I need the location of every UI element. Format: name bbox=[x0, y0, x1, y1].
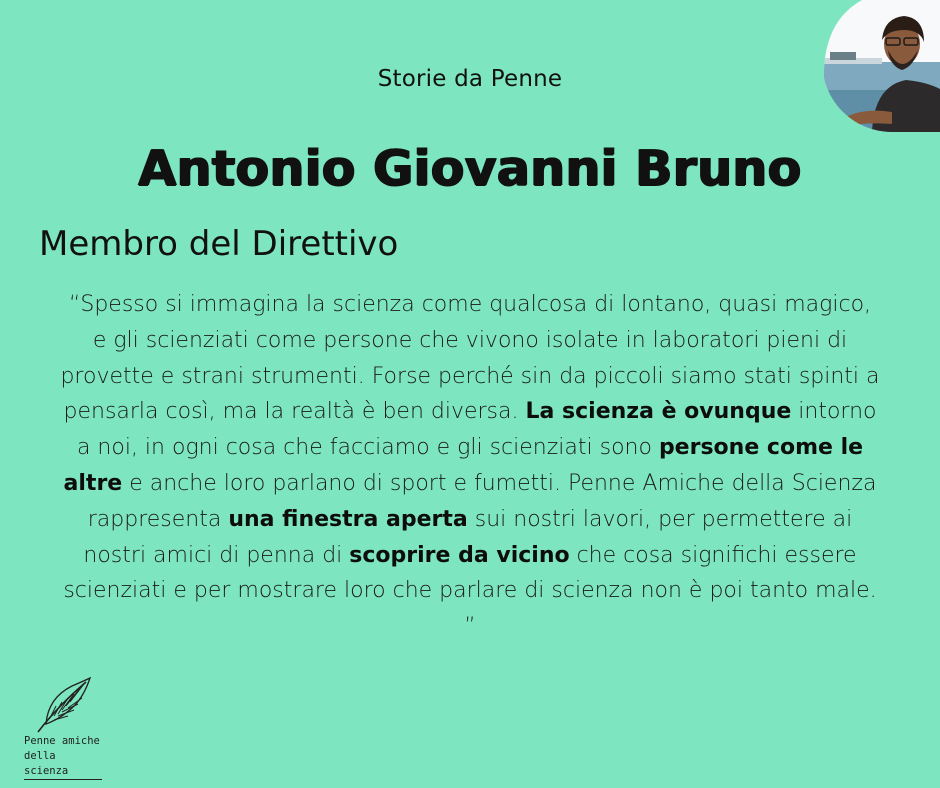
series-title: Storie da Penne bbox=[377, 66, 563, 92]
quote-highlight: La scienza è ovunque bbox=[525, 399, 792, 425]
logo-wordmark bbox=[24, 734, 114, 780]
logo-line-2: della scienza bbox=[24, 749, 102, 780]
logo-line-1: Penne amiche bbox=[24, 735, 100, 747]
quote-segment: intorno a noi, in ogni cosa che facciamo e gli scienziati sono bbox=[76, 399, 877, 461]
quote-segment: “Spesso si immagina la scienza come qualcosa di lontano, quasi magico, e gli scienziati come persone che vivono isolate in laboratori pieni di provette e strani strumenti. Forse perché sin da piccoli siamo stati spinti a pensarla così, ma la realtà è ben diversa. bbox=[60, 292, 880, 425]
person-name: Antonio Giovanni Bruno bbox=[138, 140, 802, 197]
quote-segment: sui nostri lavori, per permettere ai nostri amici di penna di bbox=[83, 506, 853, 568]
person-role: Membro del Direttivo bbox=[39, 224, 399, 264]
profile-photo bbox=[822, 0, 940, 132]
quote-highlight: una finestra aperta bbox=[228, 506, 468, 532]
quote-segment: che cosa significhi essere scienziati e per mostrare loro che parlare di scienza non è poi tanto male. ” bbox=[63, 542, 877, 640]
quote-segment: e anche loro parlano di sport e fumetti. Penne Amiche della Scienza rappresenta bbox=[87, 470, 877, 532]
quote-highlight: scoprire da vicino bbox=[349, 542, 570, 568]
quote-text bbox=[60, 287, 880, 645]
quote-highlight: persone come le altre bbox=[63, 435, 864, 496]
